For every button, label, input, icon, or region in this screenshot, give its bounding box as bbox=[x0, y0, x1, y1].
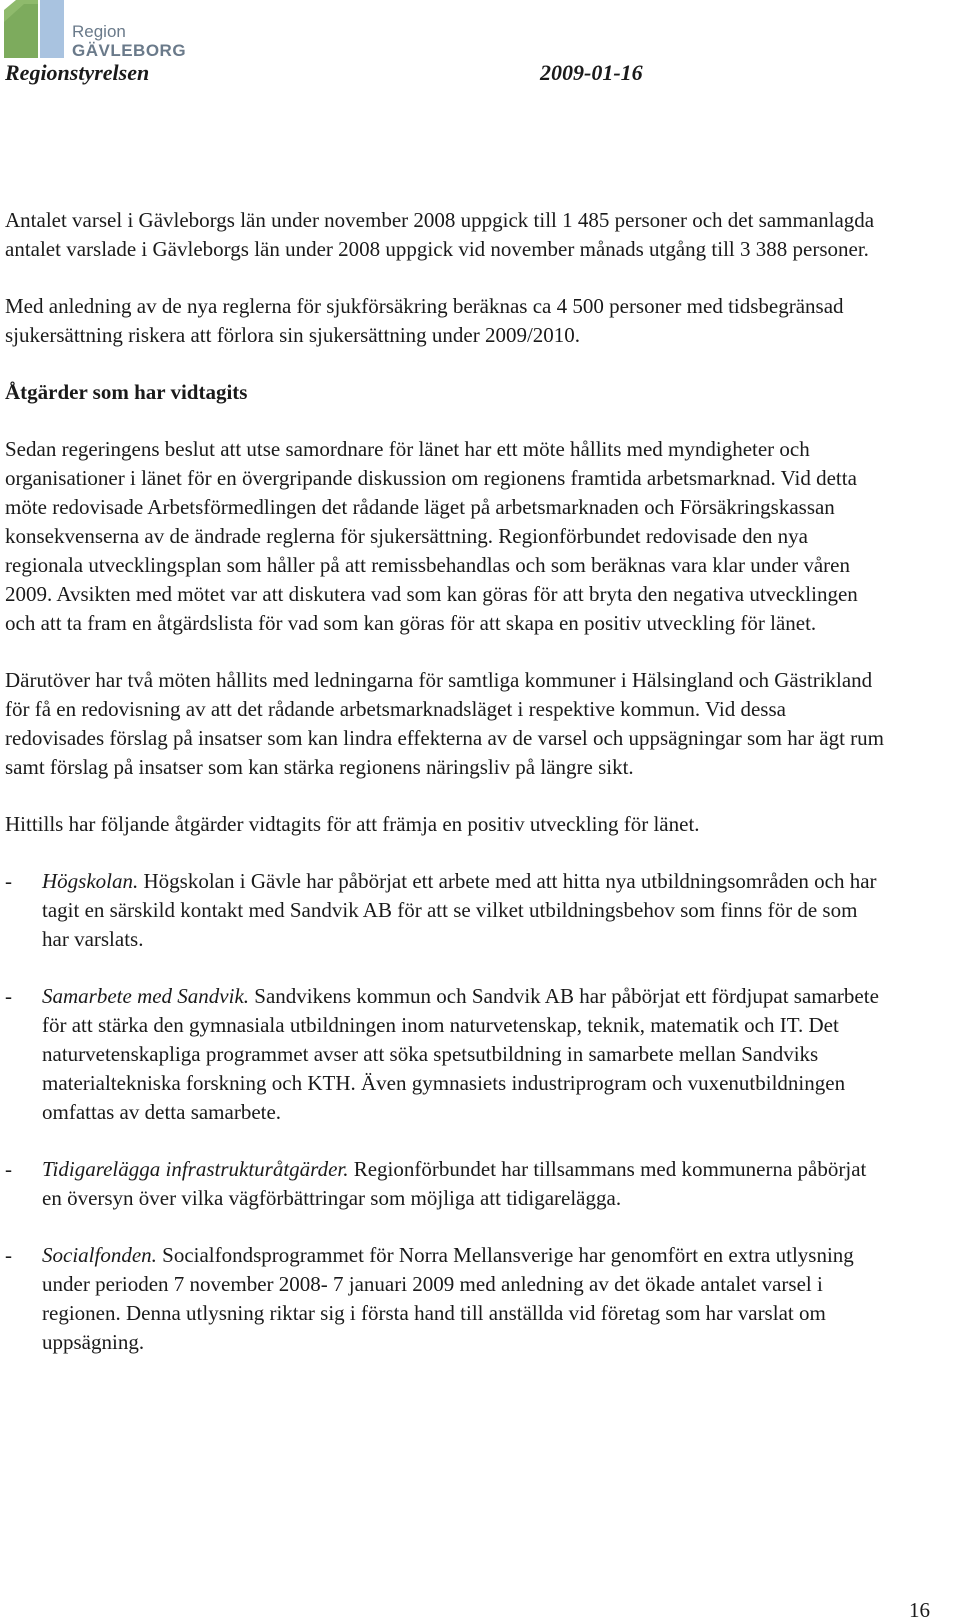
list-item-socialfonden bbox=[5, 1241, 885, 1357]
list-item-text: Högskolan i Gävle har påbörjat ett arbete med att hitta nya utbildningsområden och har tagit en särskild kontakt med Sandvik AB för att se vilket utbildningsbehov som finns för de som har varslats. bbox=[42, 869, 877, 951]
paragraph-sjukforsakring: Med anledning av de nya reglerna för sjukförsäkring beräknas ca 4 500 personer med tidsbegränsad sjukersättning riskera att förlora sin sjukersättning under 2009/2010. bbox=[5, 294, 844, 347]
list-item-title: Högskolan. bbox=[42, 869, 139, 893]
list-item-title: Tidigarelägga infrastrukturåtgärder. bbox=[42, 1157, 349, 1181]
header-organization: Regionstyrelsen bbox=[5, 60, 150, 85]
list-dash: - bbox=[5, 869, 12, 893]
paragraph-moten: Därutöver har två möten hållits med ledningarna för samtliga kommuner i Hälsingland och Gästrikland för få en redovisning av att det rådande arbetsmarknadsläget i respektive kommun. Vid dessa redovisades förslag på insatser som kan lindra effekterna av de varsel och uppsägningar som har ägt rum samt förslag på insatser som kan stärka regionens näringsliv på längre sikt. bbox=[5, 668, 884, 779]
logo-mark-icon bbox=[4, 0, 66, 58]
list-item-text: Regionförbundet har tillsammans med kommunerna påbörjat en översyn över vilka vägförbättringar som möjliga att tidigarelägga. bbox=[42, 1157, 867, 1210]
paragraph-varsel: Antalet varsel i Gävleborgs län under november 2008 uppgick till 1 485 personer och det sammanlagda antalet varslade i Gävleborgs län under 2008 uppgick vid november månads utgång till 3 388 personer. bbox=[5, 208, 875, 261]
list-item-sandvik bbox=[5, 982, 885, 1127]
list-item-infrastruktur bbox=[5, 1155, 885, 1213]
list-item-title: Samarbete med Sandvik. bbox=[42, 984, 250, 1008]
list-dash: - bbox=[5, 1243, 12, 1267]
page-number: 16 bbox=[909, 1598, 930, 1622]
logo-text-region: Region bbox=[72, 22, 126, 41]
paragraph-hittills: Hittills har följande åtgärder vidtagits för att främja en positiv utveckling för länet. bbox=[5, 812, 700, 836]
section-heading: Åtgärder som har vidtagits bbox=[5, 380, 248, 404]
list-dash: - bbox=[5, 1157, 12, 1181]
list-item-title: Socialfonden. bbox=[42, 1243, 157, 1267]
list-dash: - bbox=[5, 984, 12, 1008]
document-body bbox=[5, 206, 885, 1385]
region-gavleborg-logo bbox=[4, 0, 187, 62]
paragraph-samordnare: Sedan regeringens beslut att utse samordnare för länet har ett möte hållits med myndigheter och organisationer i länet för en övergripande diskussion om regionens framtida arbetsmarknad. Vid detta möte redovisade Arbetsförmedlingen det rådande läget på arbetsmarknaden och Försäkringskassan konsekvenserna av de ändrade reglerna för sjukersättning. Regionförbundet redovisade den nya regionala utvecklingsplan som håller på att remissbehandlas och som beräknas vara klar under våren 2009. Avsikten med mötet var att diskutera vad som kan göras för att bryta den negativa utvecklingen och att ta fram en åtgärdslista för vad som kan göras för att skapa en positiv utveckling för länet. bbox=[5, 437, 858, 635]
logo-text-gavleborg: GÄVLEBORG bbox=[72, 41, 187, 60]
list-item-text: Sandvikens kommun och Sandvik AB har påbörjat ett fördjupat samarbete för att stärka den gymnasiala utbildningen inom naturvetenskap, teknik, matematik och IT. Det naturvetenskapliga programmet avser att söka spetsutbildning in samarbete mellan Sandviks materialtekniska forskning och KTH. Även gymnasiets industriprogram och vuxenutbildningen omfattas av detta samarbete. bbox=[42, 984, 879, 1124]
header-date: 2009-01-16 bbox=[540, 60, 643, 85]
list-item-hogskolan bbox=[5, 867, 885, 954]
list-item-text: Socialfondsprogrammet för Norra Mellansverige har genomfört en extra utlysning under perioden 7 november 2008- 7 januari 2009 med anledning av det ökade antalet varsel i regionen. Denna utlysning riktar sig i första hand till anställda vid företag som har varslat om uppsägning. bbox=[42, 1243, 854, 1354]
